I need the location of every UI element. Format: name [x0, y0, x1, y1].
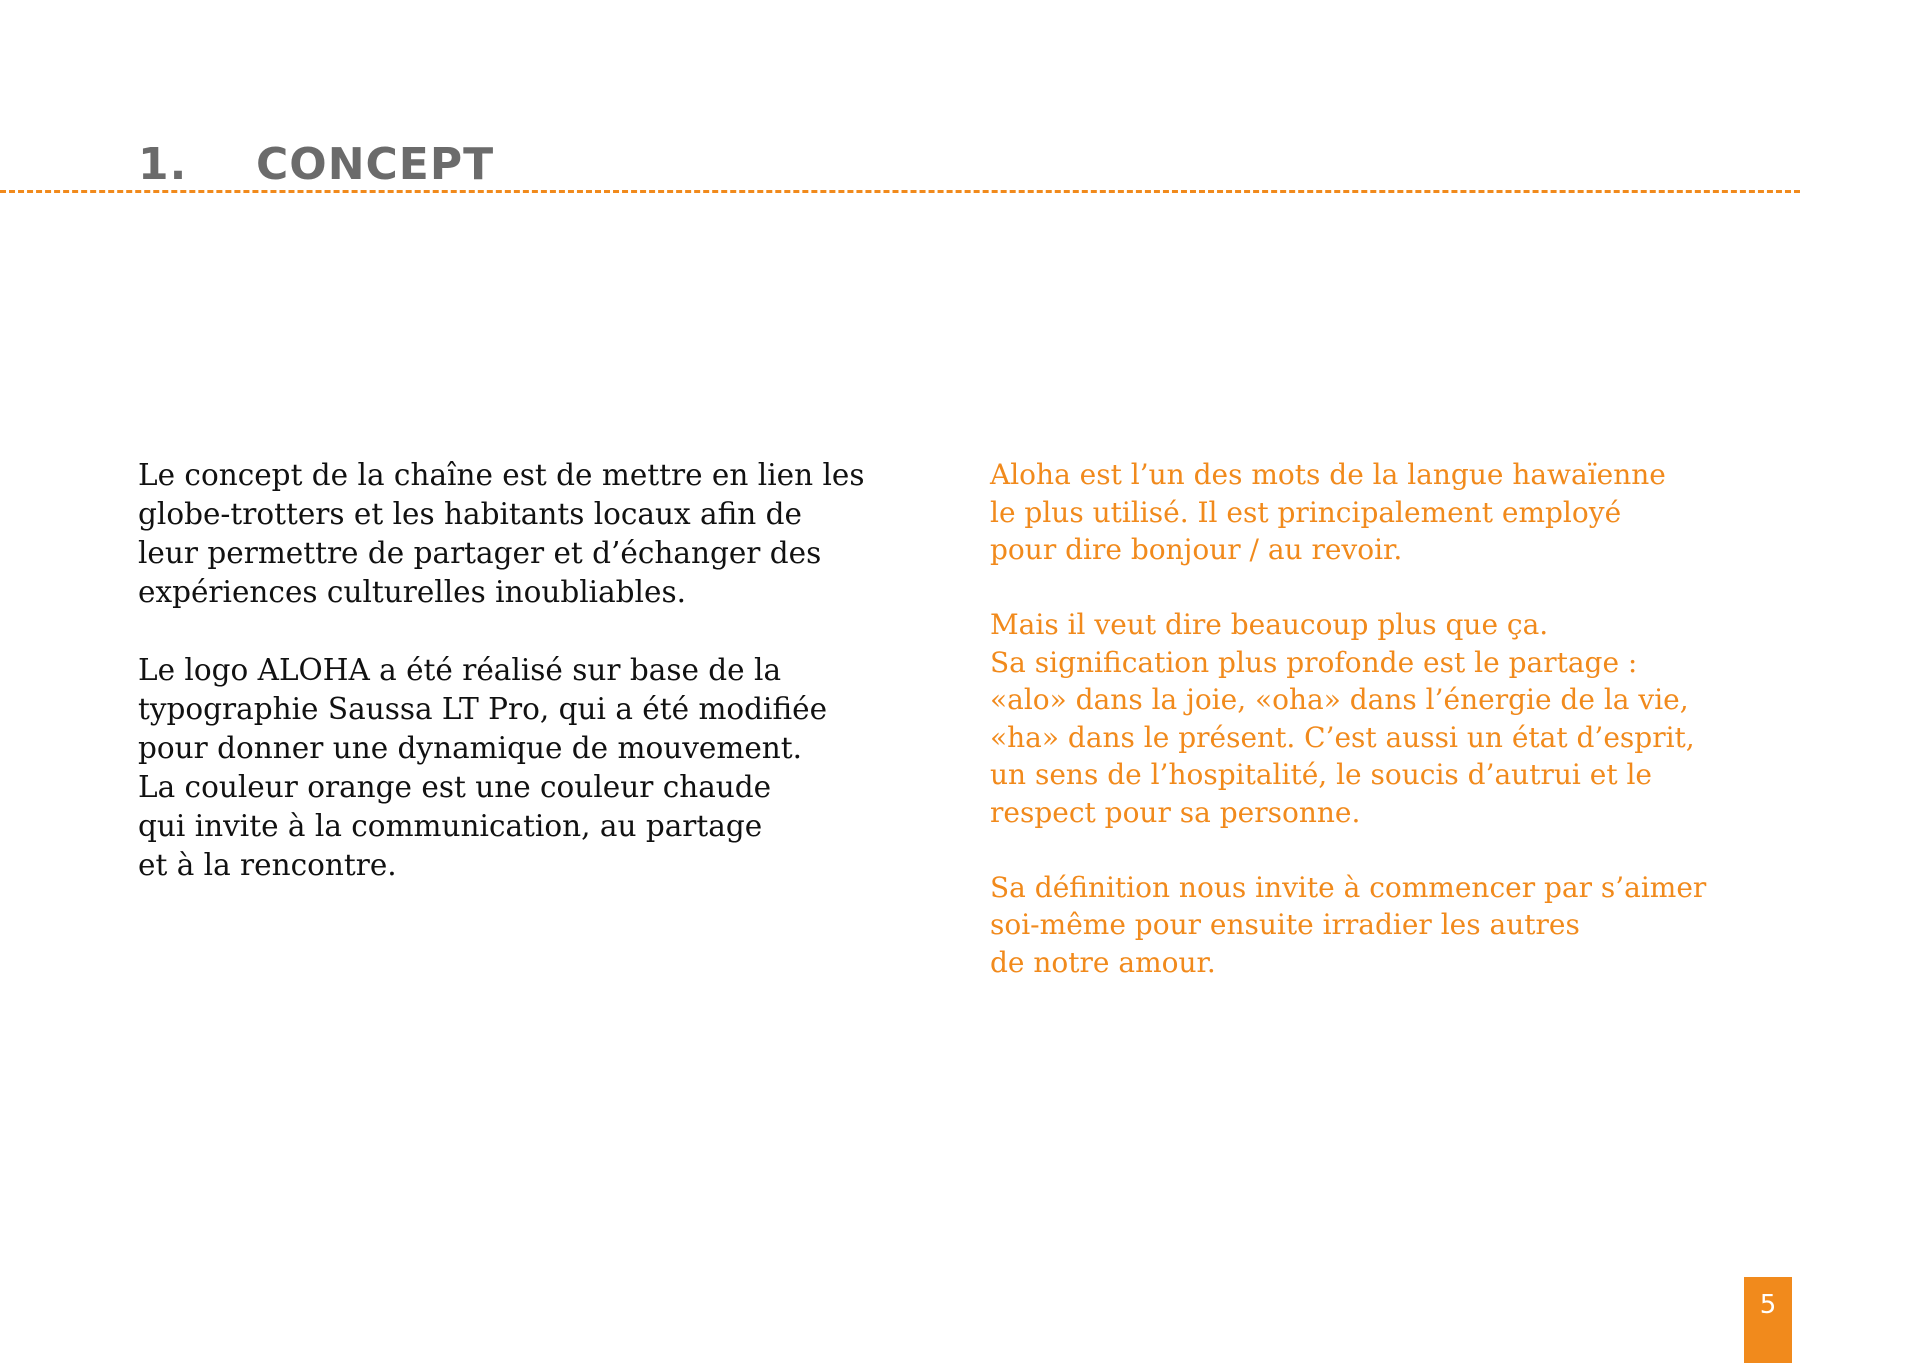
left-paragraph-logo: Le logo ALOHA a été réalisé sur base de la typographie Saussa LT Pro, qui a été modifiée pour donner une dynamique de mouvement. La couleur orange est une couleur chaude qui invite à la communication, au partage et à la rencontre.	[138, 653, 828, 882]
right-paragraph-meaning: Mais il veut dire beaucoup plus que ça. Sa signification plus profonde est le partage : «alo» dans la joie, «oha» dans l’énergie de la vie, «ha» dans le présent. C’est aussi un état d’esprit, un sens de l’hospitalité, le soucis d’autrui et le respect pour sa personne.	[990, 608, 1695, 829]
left-paragraph-concept: Le concept de la chaîne est de mettre en lien les globe-trotters et les habitants locaux afin de leur permettre de partager et d’échanger des expériences culturelles inoubliables.	[138, 458, 865, 609]
dashed-divider	[0, 190, 1800, 193]
right-text-column	[990, 456, 1820, 1019]
section-number: 1.	[138, 139, 188, 190]
right-paragraph-definition: Sa définition nous invite à commencer par s’aimer soi-même pour ensuite irradier les autres de notre amour.	[990, 870, 1707, 979]
right-paragraph-aloha: Aloha est l’un des mots de la langue hawaïenne le plus utilisé. Il est principalement employé pour dire bonjour / au revoir.	[990, 458, 1666, 566]
section-title: CONCEPT	[256, 139, 495, 190]
section-header	[138, 134, 494, 190]
left-text-column	[138, 456, 958, 924]
page-number-badge: 5	[1744, 1277, 1792, 1363]
